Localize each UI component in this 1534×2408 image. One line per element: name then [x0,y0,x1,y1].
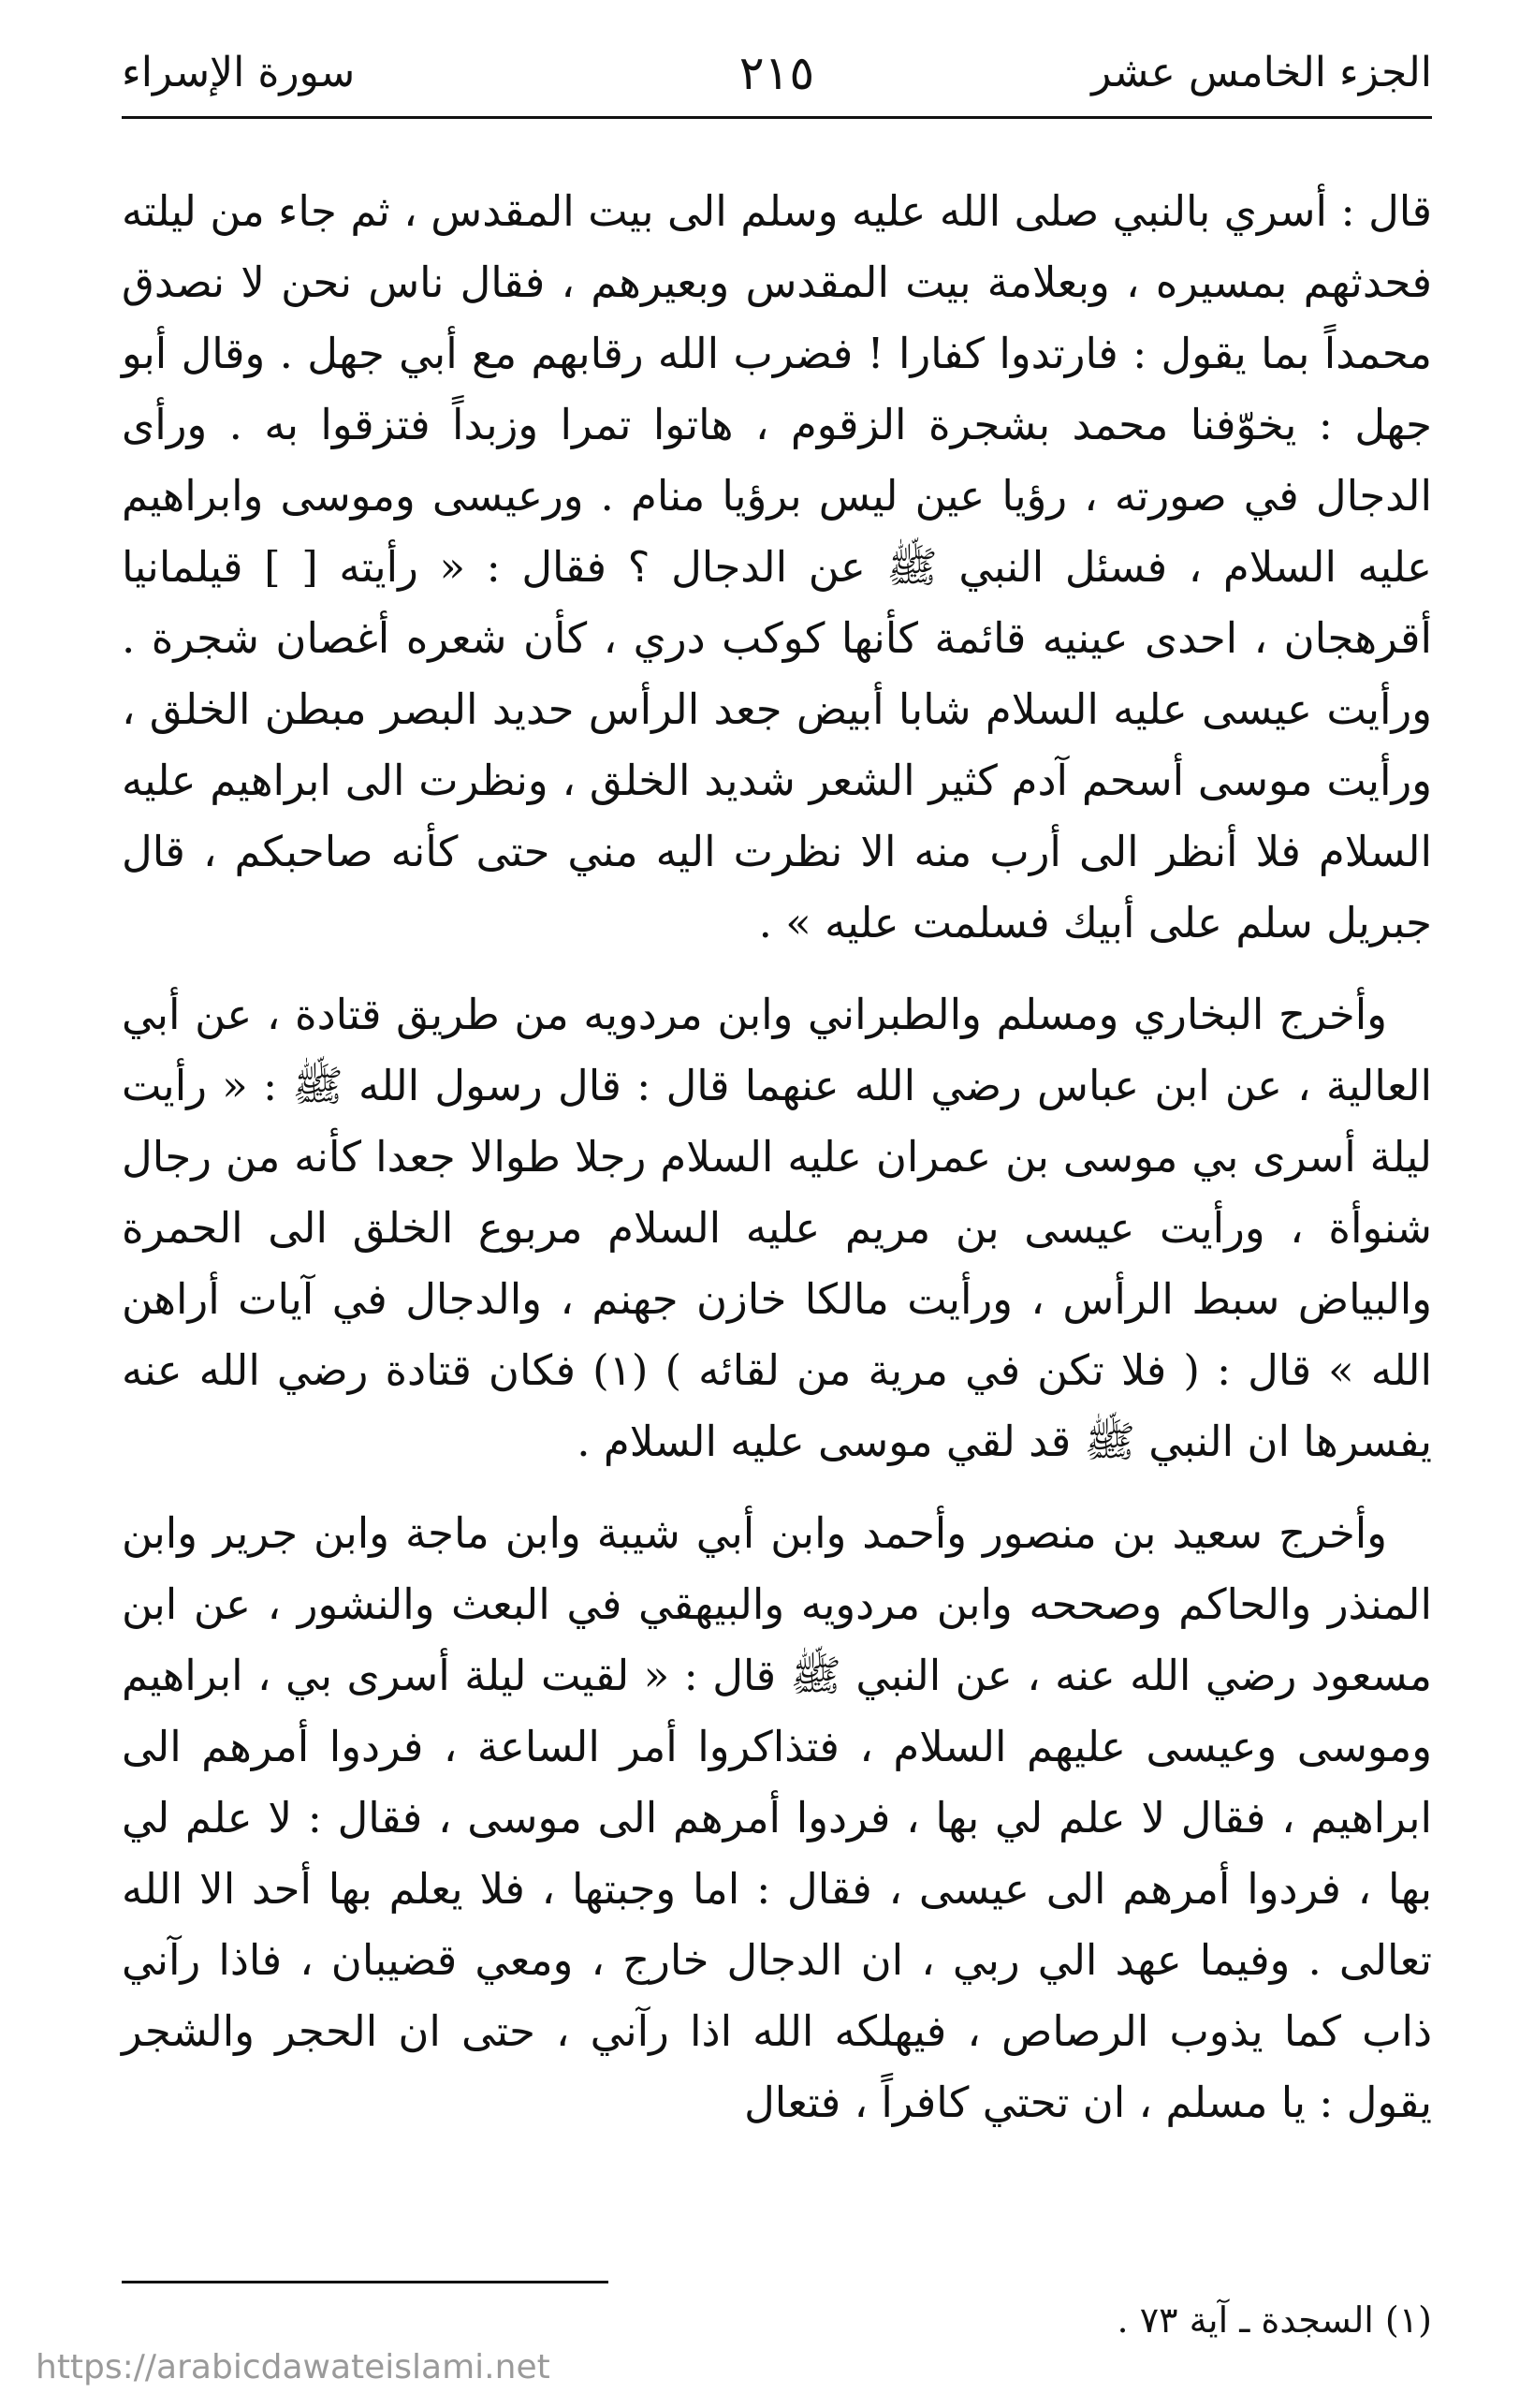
page-body [122,176,1432,2159]
part-title: الجزء الخامس عشر [1091,49,1432,96]
paragraph: وأخرج البخاري ومسلم والطبراني وابن مردويه من طريق قتادة ، عن أبي العالية ، عن ابن عباس رضي الله عنهما قال : قال رسول الله ﷺ : « رأيت ليلة أسرى بي موسى بن عمران عليه السلام رجلا طوالا جعدا كأنه من رجال شنوأة ، ورأيت عيسى بن مريم عليه السلام مربوع الخلق الى الحمرة والبياض سبط الرأس ، ورأيت مالكا خازن جهنم ، والدجال في آيات أراهن الله » قال : ( فلا تكن في مرية من لقائه ) (١) فكان قتادة رضي الله عنه يفسرها ان النبي ﷺ قد لقي موسى عليه السلام . [122,990,1432,1466]
book-page [122,36,1432,2404]
paragraph: قال : أسري بالنبي صلى الله عليه وسلم الى بيت المقدس ، ثم جاء من ليلته فحدثهم بمسيره ، وبعلامة بيت المقدس وبعيرهم ، فقال ناس نحن لا نصدق محمداً بما يقول : فارتدوا كفارا ! فضرب الله رقابهم مع أبي جهل . وقال أبو جهل : يخوّفنا محمد بشجرة الزقوم ، هاتوا تمرا وزبداً فتزقوا به . ورأى الدجال في صورته ، رؤيا عين ليس برؤيا منام . ورعيسى وموسى وابراهيم عليه السلام ، فسئل النبي ﷺ عن الدجال ؟ فقال : « رأيته [ ] قيلمانيا أقرهجان ، احدى عينيه قائمة كأنها كوكب دري ، كأن شعره أغصان شجرة . ورأيت عيسى عليه السلام شابا أبيض جعد الرأس حديد البصر مبطن الخلق ، ورأيت موسى أسحم آدم كثير الشعر شديد الخلق ، ونظرت الى ابراهيم عليه السلام فلا أنظر الى أرب منه الا نظرت اليه مني حتى كأنه صاحبكم ، قال جبريل سلم على أبيك فسلمت عليه » . [122,186,1432,947]
footnote: (١) السجدة ـ آية ٧٣ . [1117,2299,1432,2341]
watermark-url: https://arabicdawateislami.net [36,2348,550,2386]
footnote-divider [122,2281,608,2283]
page-header [122,36,1432,110]
paragraph: وأخرج سعيد بن منصور وأحمد وابن أبي شيبة وابن ماجة وابن جرير وابن المنذر والحاكم وصححه وابن مردويه والبيهقي في البعث والنشور ، عن ابن مسعود رضي الله عنه ، عن النبي ﷺ قال : « لقيت ليلة أسرى بي ، ابراهيم وموسى وعيسى عليهم السلام ، فتذاكروا أمر الساعة ، فردوا أمرهم الى ابراهيم ، فقال لا علم لي بها ، فردوا أمرهم الى موسى ، فقال : لا علم لي بها ، فردوا أمرهم الى عيسى ، فقال : اما وجبتها ، فلا يعلم بها أحد الا الله تعالى . وفيما عهد الي ربي ، ان الدجال خارج ، ومعي قضيبان ، فاذا رآني ذاب كما يذوب الرصاص ، فيهلكه الله اذا رآني ، حتى ان الحجر والشجر يقول : يا مسلم ، ان تحتي كافراً ، فتعال [122,1508,1432,2127]
surah-title: سورة الإسراء [122,49,356,96]
header-divider [122,116,1432,119]
page-number: ٢١٥ [738,46,815,100]
